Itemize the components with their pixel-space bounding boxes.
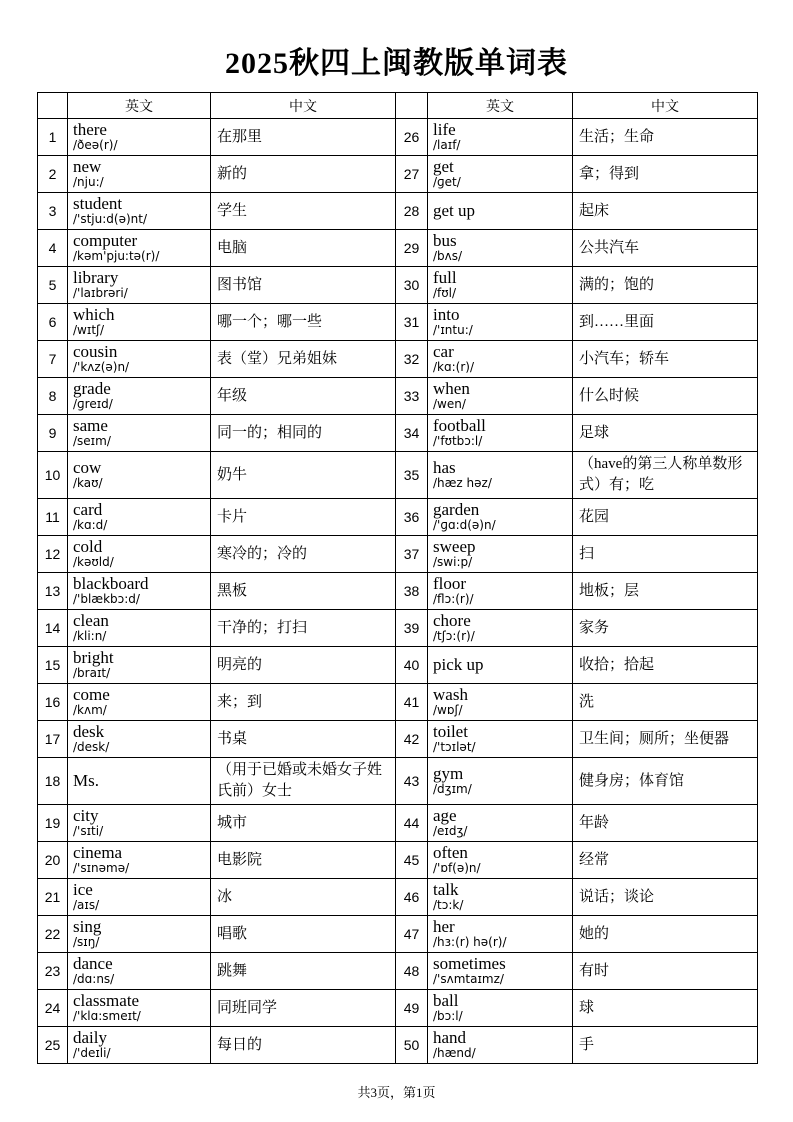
english-word: sing	[73, 917, 102, 937]
english-word: sometimes	[433, 954, 506, 974]
row-number: 31	[396, 304, 428, 341]
english-word: floor	[433, 574, 467, 594]
row-number: 26	[396, 119, 428, 156]
header-number-left	[38, 93, 68, 119]
table-row	[38, 267, 758, 304]
chinese-meaning: 卫生间；厕所；坐便器	[573, 721, 758, 758]
english-word: sweep	[433, 537, 476, 557]
row-number: 39	[396, 610, 428, 647]
english-cell	[68, 499, 211, 536]
chinese-meaning: 扫	[573, 536, 758, 573]
english-word: student	[73, 194, 123, 214]
chinese-meaning: 来；到	[211, 684, 396, 721]
phonetic: /kəʊld/	[73, 555, 114, 570]
english-cell	[428, 1027, 573, 1064]
phonetic: /dʒɪm/	[433, 782, 472, 797]
row-number: 12	[38, 536, 68, 573]
phonetic: /swi:p/	[433, 555, 473, 570]
phonetic: /wɒʃ/	[433, 703, 463, 718]
phonetic: /dɑ:ns/	[73, 972, 115, 987]
header-row	[38, 93, 758, 119]
chinese-meaning: 明亮的	[211, 647, 396, 684]
english-word: come	[73, 685, 110, 705]
page-footer: 共3页，第1页	[357, 1085, 436, 1100]
row-number: 42	[396, 721, 428, 758]
english-word: library	[73, 268, 119, 288]
chinese-meaning: 书桌	[211, 721, 396, 758]
chinese-meaning: 表（堂）兄弟姐妹	[211, 341, 396, 378]
row-number: 47	[396, 916, 428, 953]
english-cell	[428, 499, 573, 536]
english-word: bus	[433, 231, 457, 251]
table-row	[38, 879, 758, 916]
english-cell	[428, 415, 573, 452]
row-number: 25	[38, 1027, 68, 1064]
phonetic: /eɪdʒ/	[433, 824, 468, 839]
english-cell	[428, 573, 573, 610]
row-number: 5	[38, 267, 68, 304]
table-row	[38, 610, 758, 647]
row-number: 3	[38, 193, 68, 230]
row-number: 15	[38, 647, 68, 684]
chinese-meaning: 干净的；打扫	[211, 610, 396, 647]
english-word: talk	[433, 880, 459, 900]
english-word: cow	[73, 458, 102, 478]
english-word: chore	[433, 611, 471, 631]
english-word: classmate	[73, 991, 140, 1011]
phonetic: /'ɡɑ:d(ə)n/	[433, 518, 496, 533]
english-word: new	[73, 157, 102, 177]
english-cell	[428, 990, 573, 1027]
table-row	[38, 990, 758, 1027]
phonetic: /desk/	[73, 740, 110, 755]
phonetic: /nju:/	[73, 175, 104, 190]
chinese-meaning: 洗	[573, 684, 758, 721]
row-number: 30	[396, 267, 428, 304]
phonetic: /wen/	[433, 397, 466, 412]
english-cell	[68, 230, 211, 267]
chinese-meaning: 图书馆	[211, 267, 396, 304]
english-word: life	[433, 120, 456, 140]
phonetic: /braɪt/	[73, 666, 111, 681]
table-row	[38, 721, 758, 758]
phonetic: /kli:n/	[73, 629, 107, 644]
chinese-meaning: 电脑	[211, 230, 396, 267]
row-number: 50	[396, 1027, 428, 1064]
phonetic: /ɡreɪd/	[73, 397, 113, 412]
english-word: age	[433, 806, 457, 826]
chinese-meaning: 电影院	[211, 842, 396, 879]
english-cell	[428, 119, 573, 156]
phonetic: /'deɪli/	[73, 1046, 111, 1061]
english-cell	[428, 378, 573, 415]
row-number: 17	[38, 721, 68, 758]
english-word: often	[433, 843, 468, 863]
row-number: 22	[38, 916, 68, 953]
phonetic: /kʌm/	[73, 703, 107, 718]
phonetic: /'klɑ:smeɪt/	[73, 1009, 141, 1024]
english-word: when	[433, 379, 470, 399]
row-number: 37	[396, 536, 428, 573]
table-row	[38, 156, 758, 193]
english-cell	[428, 805, 573, 842]
english-cell	[68, 805, 211, 842]
english-word: city	[73, 806, 99, 826]
row-number: 4	[38, 230, 68, 267]
english-word: computer	[73, 231, 138, 251]
english-cell	[68, 610, 211, 647]
row-number: 18	[38, 758, 68, 805]
row-number: 20	[38, 842, 68, 879]
english-cell	[428, 721, 573, 758]
table-row	[38, 119, 758, 156]
english-word: dance	[73, 954, 113, 974]
row-number: 10	[38, 452, 68, 499]
row-number: 14	[38, 610, 68, 647]
english-word: grade	[73, 379, 111, 399]
phonetic: /'sɪnəmə/	[73, 861, 130, 876]
row-number: 40	[396, 647, 428, 684]
phonetic: /laɪf/	[433, 138, 461, 153]
row-number: 36	[396, 499, 428, 536]
english-cell	[68, 842, 211, 879]
row-number: 19	[38, 805, 68, 842]
english-word: pick up	[433, 655, 484, 675]
chinese-meaning: 她的	[573, 916, 758, 953]
english-cell	[68, 647, 211, 684]
english-cell	[68, 341, 211, 378]
phonetic: /wɪtʃ/	[73, 323, 105, 338]
phonetic: /fʊl/	[433, 286, 457, 301]
english-cell	[68, 119, 211, 156]
chinese-meaning: 球	[573, 990, 758, 1027]
english-cell	[428, 879, 573, 916]
english-word: toilet	[433, 722, 468, 742]
phonetic: /'fʊtbɔ:l/	[433, 434, 483, 449]
phonetic: /'laɪbrəri/	[73, 286, 128, 301]
chinese-meaning: 公共汽车	[573, 230, 758, 267]
phonetic: /ɡet/	[433, 175, 461, 190]
row-number: 32	[396, 341, 428, 378]
phonetic: /tʃɔ:(r)/	[433, 629, 475, 644]
chinese-meaning: 健身房；体育馆	[573, 758, 758, 805]
english-cell	[428, 341, 573, 378]
english-word: get	[433, 157, 454, 177]
row-number: 8	[38, 378, 68, 415]
english-cell	[428, 536, 573, 573]
chinese-meaning: 生活；生命	[573, 119, 758, 156]
english-cell	[428, 230, 573, 267]
phonetic: /ðeə(r)/	[73, 138, 118, 153]
header-chinese-right: 中文	[573, 93, 758, 119]
phonetic: /kəm'pju:tə(r)/	[73, 249, 160, 264]
english-word: has	[433, 458, 456, 478]
english-word: football	[433, 416, 486, 436]
chinese-meaning: 冰	[211, 879, 396, 916]
row-number: 2	[38, 156, 68, 193]
table-row	[38, 647, 758, 684]
header-number-right	[396, 93, 428, 119]
row-number: 35	[396, 452, 428, 499]
row-number: 45	[396, 842, 428, 879]
row-number: 44	[396, 805, 428, 842]
phonetic: /flɔ:(r)/	[433, 592, 474, 607]
chinese-meaning: 手	[573, 1027, 758, 1064]
table-row	[38, 304, 758, 341]
chinese-meaning: 说话；谈论	[573, 879, 758, 916]
phonetic: /kaʊ/	[73, 476, 103, 491]
table-row	[38, 916, 758, 953]
english-cell	[68, 684, 211, 721]
chinese-meaning: 年级	[211, 378, 396, 415]
phonetic: /'tɔɪlət/	[433, 740, 476, 755]
english-word: ice	[73, 880, 93, 900]
english-cell	[68, 536, 211, 573]
english-word: into	[433, 305, 460, 325]
table-row	[38, 193, 758, 230]
header-english-right: 英文	[428, 93, 573, 119]
chinese-meaning: 哪一个；哪一些	[211, 304, 396, 341]
english-cell	[428, 842, 573, 879]
chinese-meaning: 唱歌	[211, 916, 396, 953]
chinese-meaning: 同班同学	[211, 990, 396, 1027]
english-word: same	[73, 416, 108, 436]
chinese-meaning: 地板；层	[573, 573, 758, 610]
table-row	[38, 230, 758, 267]
english-cell	[68, 990, 211, 1027]
table-row	[38, 684, 758, 721]
chinese-meaning: 起床	[573, 193, 758, 230]
phonetic: /'sɪti/	[73, 824, 104, 839]
english-cell	[428, 193, 573, 230]
row-number: 28	[396, 193, 428, 230]
english-word: daily	[73, 1028, 107, 1048]
row-number: 34	[396, 415, 428, 452]
english-word: ball	[433, 991, 459, 1011]
english-cell	[68, 916, 211, 953]
phonetic: /tɔ:k/	[433, 898, 464, 913]
table-row	[38, 499, 758, 536]
english-cell	[68, 304, 211, 341]
row-number: 49	[396, 990, 428, 1027]
phonetic: /'ɪntu:/	[433, 323, 473, 338]
english-cell	[68, 879, 211, 916]
english-cell	[428, 267, 573, 304]
english-cell	[428, 610, 573, 647]
phonetic: /'ɒf(ə)n/	[433, 861, 481, 876]
chinese-meaning: 新的	[211, 156, 396, 193]
english-word: cold	[73, 537, 103, 557]
english-cell	[68, 267, 211, 304]
row-number: 16	[38, 684, 68, 721]
table-row	[38, 953, 758, 990]
row-number: 33	[396, 378, 428, 415]
chinese-meaning: 足球	[573, 415, 758, 452]
english-cell	[428, 916, 573, 953]
english-word: wash	[433, 685, 468, 705]
english-word: desk	[73, 722, 105, 742]
english-word: bright	[73, 648, 114, 668]
phonetic: /'stju:d(ə)nt/	[73, 212, 147, 227]
phonetic: /hɜ:(r) hə(r)/	[433, 935, 507, 950]
chinese-meaning: 有时	[573, 953, 758, 990]
header-english-left: 英文	[68, 93, 211, 119]
table-row	[38, 415, 758, 452]
row-number: 21	[38, 879, 68, 916]
row-number: 11	[38, 499, 68, 536]
chinese-meaning: 拿；得到	[573, 156, 758, 193]
row-number: 46	[396, 879, 428, 916]
chinese-meaning: 卡片	[211, 499, 396, 536]
chinese-meaning: （用于已婚或未婚女子姓氏前）女士	[211, 758, 396, 805]
english-word: cinema	[73, 843, 123, 863]
table-row	[38, 758, 758, 805]
row-number: 6	[38, 304, 68, 341]
header-chinese-left: 中文	[211, 93, 396, 119]
english-word: cousin	[73, 342, 118, 362]
row-number: 38	[396, 573, 428, 610]
english-word: which	[73, 305, 115, 325]
vocab-table	[37, 92, 758, 1064]
chinese-meaning: 学生	[211, 193, 396, 230]
english-cell	[68, 193, 211, 230]
table-row	[38, 1027, 758, 1064]
english-cell	[68, 1027, 211, 1064]
english-word: garden	[433, 500, 480, 520]
chinese-meaning: 城市	[211, 805, 396, 842]
row-number: 43	[396, 758, 428, 805]
phonetic: /'kʌz(ə)n/	[73, 360, 130, 375]
english-cell	[68, 452, 211, 499]
vocab-table-body	[38, 119, 758, 1064]
row-number: 23	[38, 953, 68, 990]
row-number: 27	[396, 156, 428, 193]
phonetic: /'sʌmtaɪmz/	[433, 972, 504, 987]
row-number: 48	[396, 953, 428, 990]
phonetic: /aɪs/	[73, 898, 100, 913]
chinese-meaning: 到……里面	[573, 304, 758, 341]
english-word: gym	[433, 764, 464, 784]
english-word: clean	[73, 611, 109, 631]
chinese-meaning: 每日的	[211, 1027, 396, 1064]
phonetic: /hænd/	[433, 1046, 476, 1061]
table-row	[38, 341, 758, 378]
table-row	[38, 536, 758, 573]
chinese-meaning: 什么时候	[573, 378, 758, 415]
table-row	[38, 452, 758, 499]
english-cell	[68, 953, 211, 990]
english-word: get up	[433, 201, 476, 221]
english-word: car	[433, 342, 454, 362]
english-cell	[68, 156, 211, 193]
page-title: 2025秋四上闽教版单词表	[225, 47, 568, 80]
chinese-meaning: 跳舞	[211, 953, 396, 990]
table-row	[38, 573, 758, 610]
table-row	[38, 842, 758, 879]
english-cell	[428, 758, 573, 805]
english-cell	[428, 953, 573, 990]
table-row	[38, 805, 758, 842]
phonetic: /hæz həz/	[433, 476, 492, 491]
english-cell	[428, 684, 573, 721]
chinese-meaning: 小汽车；轿车	[573, 341, 758, 378]
english-cell	[68, 415, 211, 452]
row-number: 13	[38, 573, 68, 610]
phonetic: /seɪm/	[73, 434, 111, 449]
chinese-meaning: 花园	[573, 499, 758, 536]
english-cell	[68, 378, 211, 415]
chinese-meaning: 同一的；相同的	[211, 415, 396, 452]
chinese-meaning: 满的；饱的	[573, 267, 758, 304]
english-cell	[68, 721, 211, 758]
chinese-meaning: 年龄	[573, 805, 758, 842]
chinese-meaning: 经常	[573, 842, 758, 879]
chinese-meaning: 家务	[573, 610, 758, 647]
phonetic: /sɪŋ/	[73, 935, 100, 950]
chinese-meaning: 收拾；拾起	[573, 647, 758, 684]
chinese-meaning: 在那里	[211, 119, 396, 156]
row-number: 9	[38, 415, 68, 452]
row-number: 7	[38, 341, 68, 378]
english-word: full	[433, 268, 457, 288]
chinese-meaning: （have的第三人称单数形式）有；吃	[573, 452, 758, 499]
english-cell	[428, 156, 573, 193]
english-cell	[68, 758, 211, 805]
row-number: 24	[38, 990, 68, 1027]
english-cell	[428, 452, 573, 499]
english-word: there	[73, 120, 107, 140]
english-word: blackboard	[73, 574, 149, 594]
phonetic: /bʌs/	[433, 249, 463, 264]
english-word: card	[73, 500, 103, 520]
english-word: her	[433, 917, 455, 937]
english-cell	[68, 573, 211, 610]
row-number: 41	[396, 684, 428, 721]
phonetic: /kɑ:d/	[73, 518, 108, 533]
english-word: hand	[433, 1028, 467, 1048]
phonetic: /bɔ:l/	[433, 1009, 463, 1024]
phonetic: /'blækbɔ:d/	[73, 592, 140, 607]
row-number: 1	[38, 119, 68, 156]
table-row	[38, 378, 758, 415]
phonetic: /kɑ:(r)/	[433, 360, 474, 375]
chinese-meaning: 奶牛	[211, 452, 396, 499]
english-word: Ms.	[73, 771, 99, 791]
english-cell	[428, 647, 573, 684]
row-number: 29	[396, 230, 428, 267]
chinese-meaning: 黑板	[211, 573, 396, 610]
chinese-meaning: 寒冷的；冷的	[211, 536, 396, 573]
english-cell	[428, 304, 573, 341]
